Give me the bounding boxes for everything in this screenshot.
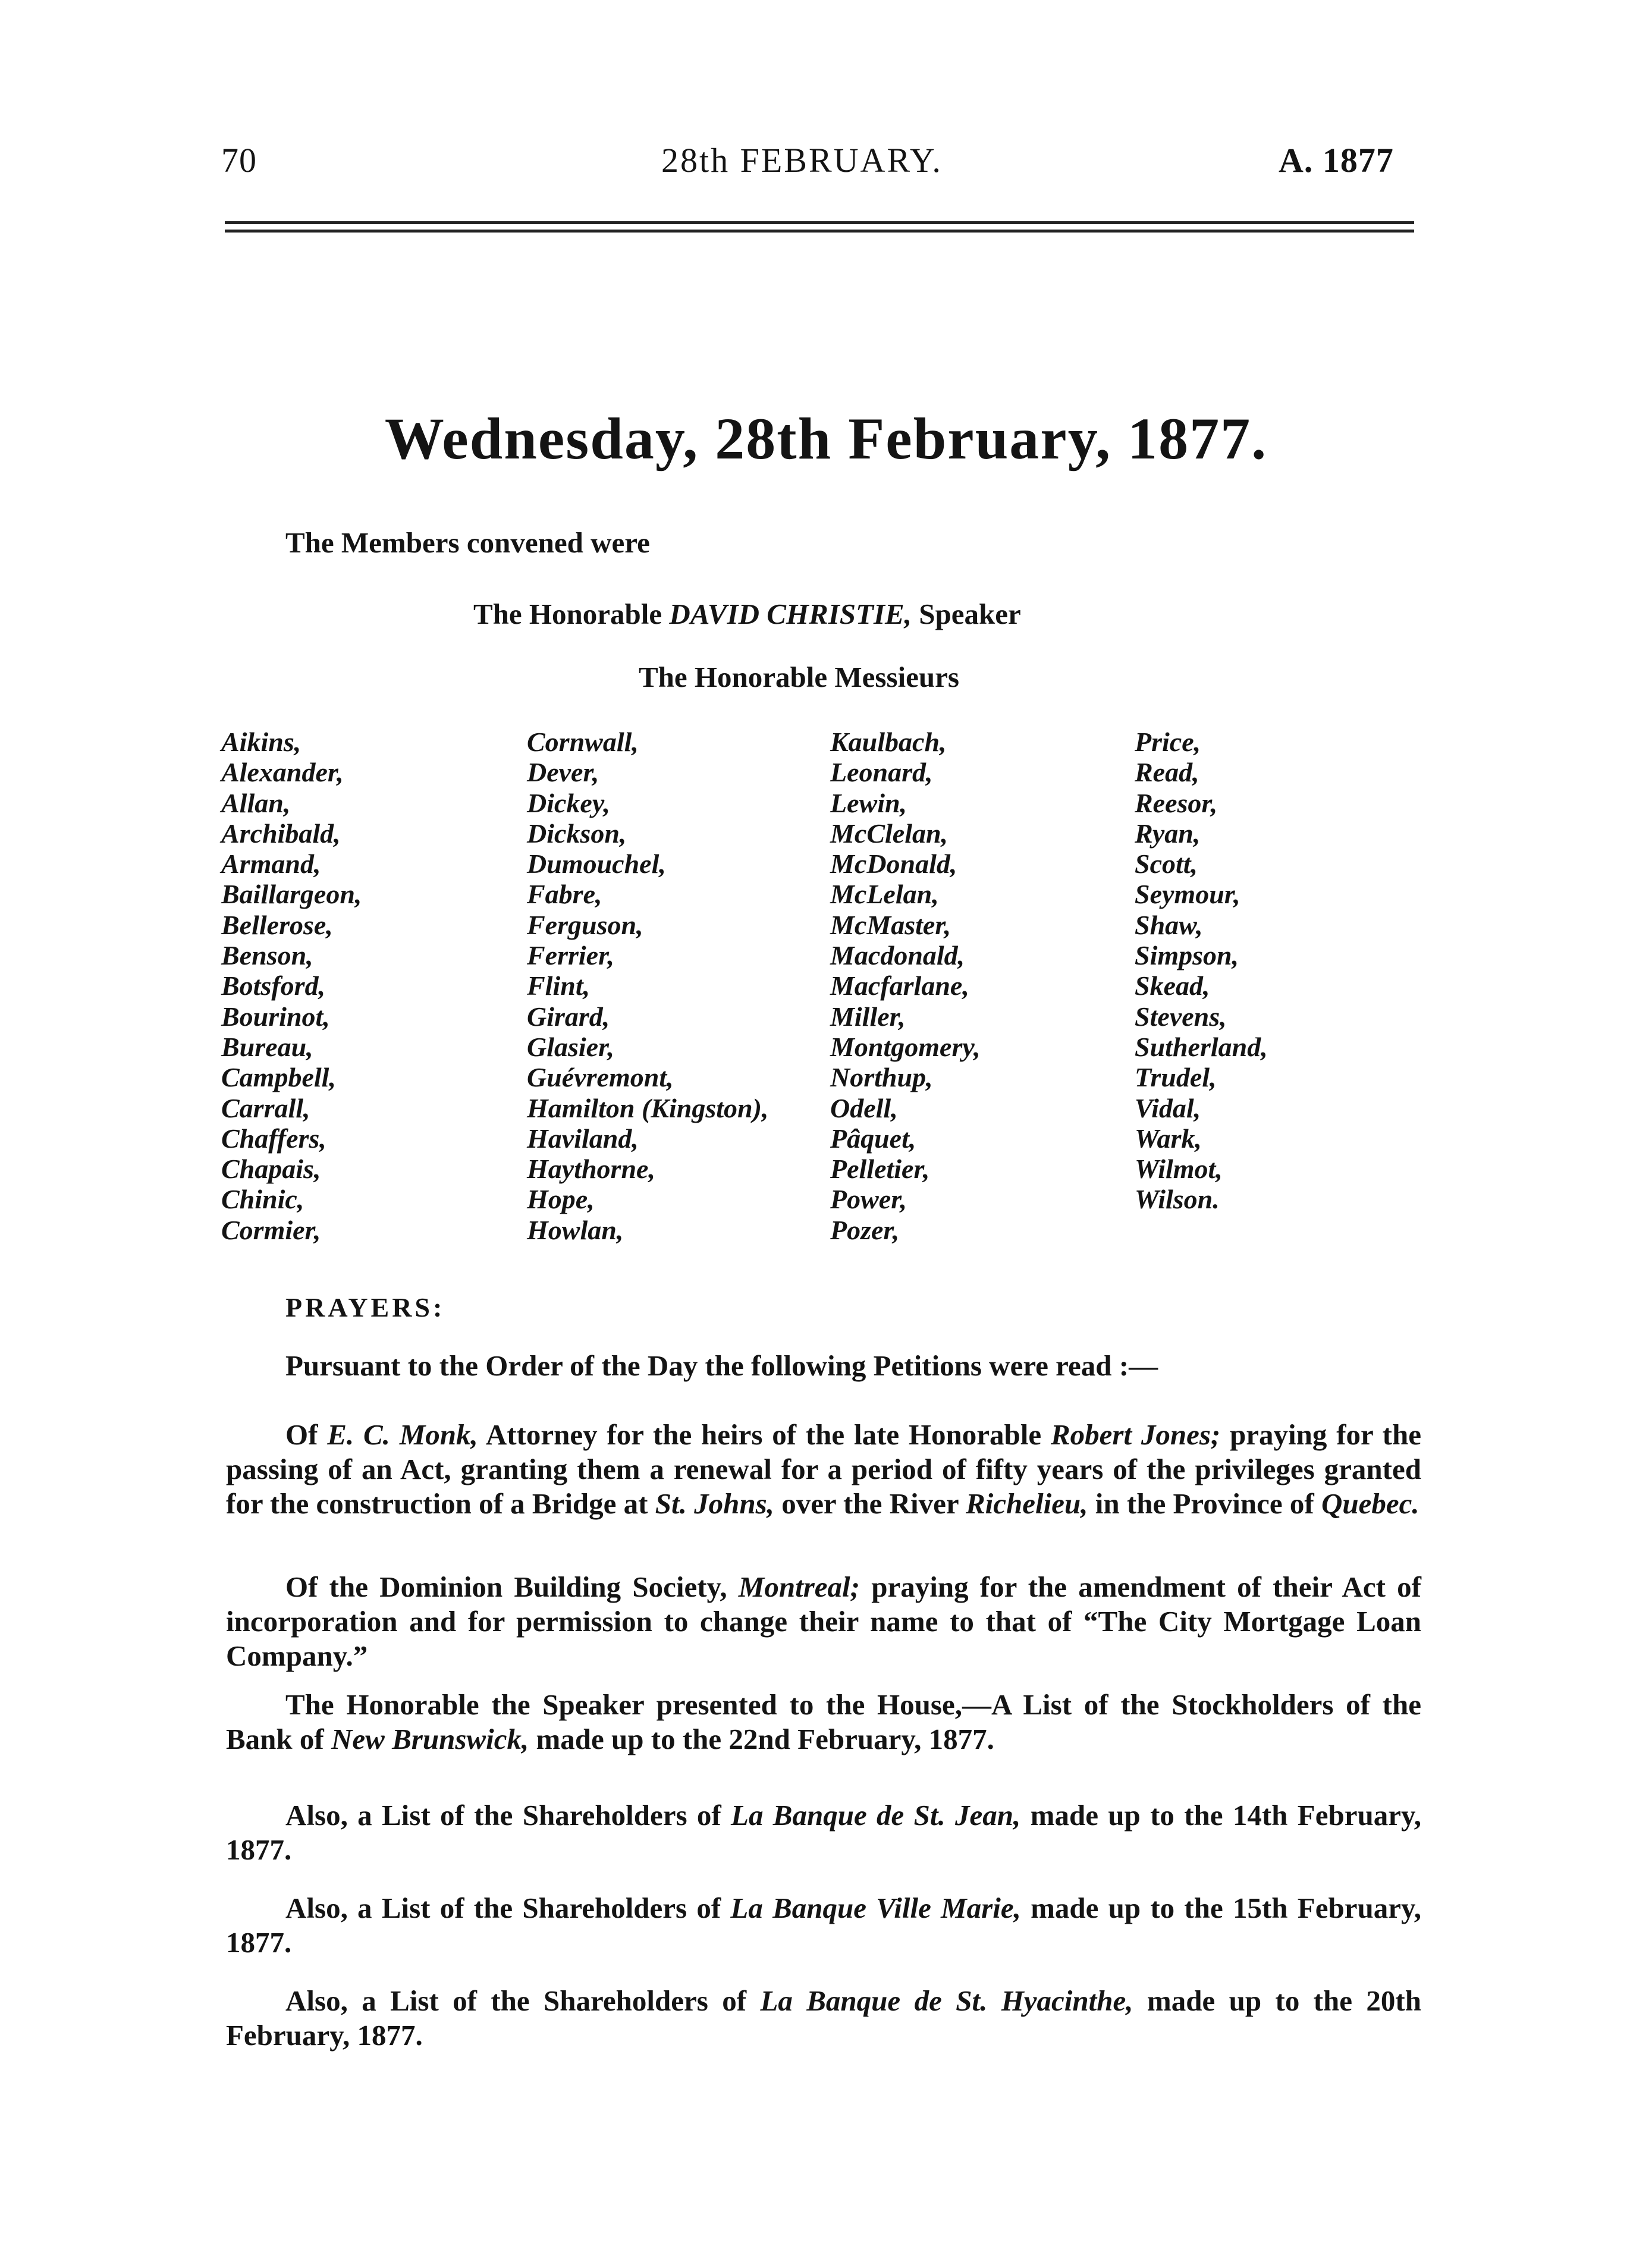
- member-name: Haythorne,: [527, 1154, 655, 1185]
- member-name: Price,: [1135, 727, 1201, 757]
- st-hyacinthe-list-paragraph: [226, 1984, 1421, 2053]
- member-name: Lewin,: [830, 787, 907, 818]
- monk-text-i: in the Province of: [1088, 1487, 1321, 1520]
- st-jean-list-paragraph: [226, 1798, 1421, 1867]
- messieurs-line: The Honorable Messieurs: [639, 661, 959, 693]
- member-name: Benson,: [221, 940, 313, 971]
- robert-jones-name: Robert Jones;: [1050, 1418, 1221, 1451]
- member-name: McClelan,: [830, 818, 949, 849]
- member-name: Girard,: [527, 1001, 610, 1032]
- member-name: Pelletier,: [830, 1154, 930, 1185]
- member-name: Dickey,: [527, 787, 611, 818]
- speaker-line: [473, 597, 1021, 631]
- member-column-2: [527, 727, 768, 1245]
- header-rule-bottom: [225, 230, 1414, 233]
- quebec-province: Quebec.: [1321, 1487, 1419, 1520]
- monk-text-a: Of: [285, 1418, 328, 1451]
- st-hyacinthe-text-a: Also, a List of the Shareholders of: [285, 1984, 761, 2017]
- member-name: Power,: [830, 1184, 907, 1215]
- member-name: Leonard,: [830, 757, 933, 788]
- st-hyacinthe-text-c: made up to the 20th February, 1877.: [226, 1984, 1421, 2052]
- member-name: Glasier,: [527, 1031, 614, 1062]
- member-column-1: [221, 727, 362, 1245]
- ville-marie-list-paragraph: [226, 1891, 1421, 1960]
- new-brunswick-name: New Brunswick,: [331, 1723, 529, 1755]
- richelieu-river: Richelieu,: [965, 1487, 1088, 1520]
- ville-marie-text-c: made up to the 15th February, 1877.: [226, 1892, 1422, 1959]
- member-name: Cormier,: [221, 1214, 321, 1245]
- member-name: Odell,: [830, 1092, 898, 1123]
- member-name: Montgomery,: [830, 1031, 981, 1062]
- member-name: Simpson,: [1135, 940, 1239, 971]
- member-name: Pâquet,: [830, 1123, 916, 1154]
- monk-text-c: Attorney for the heirs of the late Honorable: [478, 1418, 1051, 1451]
- member-name: Hope,: [527, 1184, 595, 1215]
- member-name: Wilmot,: [1135, 1154, 1223, 1185]
- member-name: McMaster,: [830, 909, 951, 940]
- speaker-presented-text-c: made up to the 22nd February, 1877.: [529, 1723, 994, 1755]
- monk-name: E. C. Monk,: [327, 1418, 478, 1451]
- prayers-heading: PRAYERS:: [285, 1292, 445, 1323]
- order-of-day-paragraph: [226, 1349, 1421, 1383]
- dominion-petition-paragraph: [226, 1570, 1421, 1673]
- dominion-text-c: praying for the amendment of their Act of incorporation and for permission to change their name to that of “The City Mortgage Loan Company.”: [226, 1570, 1421, 1672]
- member-name: Cornwall,: [527, 727, 639, 757]
- dominion-text-a: Of the Dominion Building Society,: [285, 1570, 739, 1603]
- member-name: Reesor,: [1135, 787, 1218, 818]
- member-name: Baillargeon,: [221, 879, 362, 910]
- member-name: Ferrier,: [527, 940, 614, 971]
- member-name: Flint,: [527, 970, 591, 1001]
- member-name: McLelan,: [830, 879, 939, 910]
- member-name: Miller,: [830, 1001, 906, 1032]
- member-name: Northup,: [830, 1062, 933, 1093]
- member-name: Wark,: [1135, 1123, 1202, 1154]
- ville-marie-bank-name: La Banque Ville Marie,: [730, 1892, 1021, 1924]
- member-name: Macfarlane,: [830, 970, 969, 1001]
- member-name: Botsford,: [221, 970, 326, 1001]
- member-name: Vidal,: [1135, 1092, 1201, 1123]
- st-johns-place: St. Johns,: [655, 1487, 774, 1520]
- member-name: Trudel,: [1135, 1062, 1217, 1093]
- member-name: Kaulbach,: [830, 727, 947, 757]
- member-name: Armand,: [221, 849, 321, 879]
- member-name: Archibald,: [221, 818, 341, 849]
- member-name: Chaffers,: [221, 1123, 326, 1154]
- st-hyacinthe-bank-name: La Banque de St. Hyacinthe,: [760, 1984, 1133, 2017]
- member-name: Carrall,: [221, 1092, 310, 1123]
- member-name: Haviland,: [527, 1123, 639, 1154]
- member-name: Macdonald,: [830, 940, 965, 971]
- member-name: Guévremont,: [527, 1062, 674, 1093]
- member-name: Chinic,: [221, 1184, 304, 1215]
- st-jean-bank-name: La Banque de St. Jean,: [731, 1799, 1021, 1832]
- st-jean-text-c: made up to the 14th February, 1877.: [226, 1799, 1421, 1866]
- member-name: Howlan,: [527, 1214, 624, 1245]
- member-name: Ryan,: [1135, 818, 1201, 849]
- member-name: Shaw,: [1135, 909, 1203, 940]
- member-name: Pozer,: [830, 1214, 900, 1245]
- member-name: Campbell,: [221, 1062, 336, 1093]
- running-head: 28th FEBRUARY.: [661, 141, 943, 180]
- member-name: Hamilton (Kingston),: [527, 1092, 769, 1123]
- speaker-title: Speaker: [919, 598, 1021, 630]
- member-name: McDonald,: [830, 849, 957, 879]
- member-name: Allan,: [221, 787, 291, 818]
- speaker-presented-paragraph: [226, 1688, 1421, 1757]
- member-name: Dickson,: [527, 818, 627, 849]
- monk-text-e: praying for the passing of an Act, granting them a renewal for a period of fifty years of the privileges granted for the construction of a Bridge at: [226, 1418, 1421, 1520]
- member-column-3: [830, 727, 981, 1245]
- monk-petition-paragraph: [226, 1418, 1421, 1521]
- speaker-presented-text-a: The Honorable the Speaker presented to the House,—A List of the Stockholders of the Bank of: [226, 1688, 1421, 1755]
- monk-text-g: over the River: [774, 1487, 966, 1520]
- st-jean-text-a: Also, a List of the Shareholders of: [285, 1799, 731, 1832]
- member-column-4: [1135, 727, 1268, 1215]
- member-name: Stevens,: [1135, 1001, 1227, 1032]
- member-name: Skead,: [1135, 970, 1210, 1001]
- member-name: Chapais,: [221, 1154, 321, 1185]
- speaker-prefix: The Honorable: [473, 598, 662, 630]
- ville-marie-text-a: Also, a List of the Shareholders of: [285, 1892, 731, 1924]
- member-name: Ferguson,: [527, 909, 643, 940]
- member-name: Bureau,: [221, 1031, 313, 1062]
- member-name: Aikins,: [221, 727, 301, 757]
- day-title: Wednesday, 28th February, 1877.: [384, 406, 1268, 472]
- member-name: Bourinot,: [221, 1001, 330, 1032]
- speaker-name: DAVID CHRISTIE,: [669, 598, 912, 630]
- member-name: Wilson.: [1135, 1184, 1220, 1215]
- member-name: Read,: [1135, 757, 1199, 788]
- member-name: Sutherland,: [1135, 1031, 1268, 1062]
- members-convened-line: The Members convened were: [285, 526, 650, 559]
- year-mark: A. 1877: [1279, 141, 1394, 180]
- member-name: Scott,: [1135, 849, 1198, 879]
- header-rule-top: [225, 221, 1414, 224]
- member-name: Dumouchel,: [527, 849, 666, 879]
- member-name: Bellerose,: [221, 909, 333, 940]
- member-name: Dever,: [527, 757, 599, 788]
- page-number: 70: [221, 141, 257, 180]
- montreal-place: Montreal;: [738, 1570, 860, 1603]
- member-name: Alexander,: [221, 757, 344, 788]
- member-name: Fabre,: [527, 879, 602, 910]
- member-name: Seymour,: [1135, 879, 1240, 910]
- order-of-day-text: Pursuant to the Order of the Day the following Petitions were read :—: [285, 1349, 1158, 1382]
